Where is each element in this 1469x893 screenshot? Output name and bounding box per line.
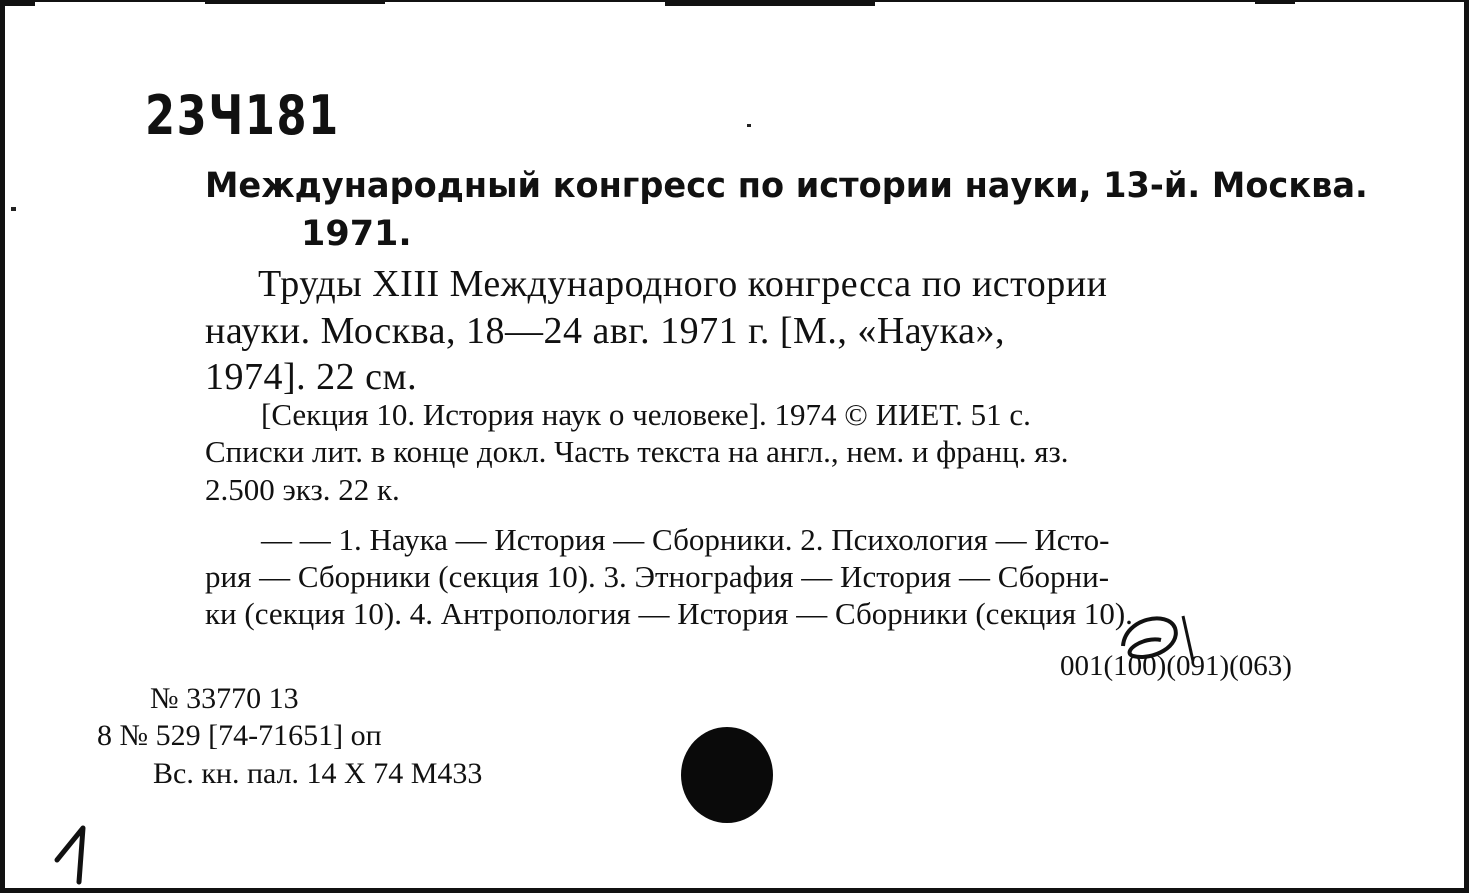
subject-line-2: рия — Сборники (секция 10). 3. Этнография — История — Сборни- — [205, 559, 1110, 594]
scan-edge — [1255, 2, 1295, 4]
scan-edge — [205, 2, 385, 4]
title-line-3: 1974]. 22 см. — [205, 356, 418, 398]
speck — [747, 124, 751, 127]
registration-line-3: Вс. кн. пал. 14 X 74 М433 — [153, 757, 483, 790]
registration-line-1: № 33770 13 — [150, 682, 299, 715]
note-line-3: 2.500 экз. 22 к. — [205, 472, 400, 507]
note-line-1: [Секция 10. История наук о человеке]. 1974 © ИИЕТ. 51 с. — [261, 397, 1031, 432]
speck — [11, 207, 16, 211]
subject-line-3: ки (секция 10). 4. Антропология — История — Сборники (секция 10). — [205, 596, 1133, 631]
heading-line-1: Международный конгресс по истории науки, 13-й. Москва. — [205, 166, 1368, 206]
subject-line-1: — — 1. Наука — История — Сборники. 2. Психология — Исто- — [261, 522, 1110, 557]
classification-code: 001(100)(091)(063) — [1060, 650, 1292, 682]
punch-hole — [681, 727, 773, 823]
call-number: 23Ч181 — [145, 84, 340, 147]
registration-line-2: 8 № 529 [74-71651] оп — [97, 719, 382, 752]
note-line-2: Списки лит. в конце докл. Часть текста на англ., нем. и франц. яз. — [205, 434, 1069, 469]
title-line-1: Труды XIII Международного конгресса по истории — [258, 263, 1108, 305]
scan-edge — [665, 2, 875, 6]
heading-line-2: 1971. — [301, 214, 412, 254]
handwritten-number-mark — [53, 822, 103, 887]
title-line-2: науки. Москва, 18—24 авг. 1971 г. [М., «Наука», — [205, 310, 1005, 352]
scan-edge — [5, 2, 35, 6]
